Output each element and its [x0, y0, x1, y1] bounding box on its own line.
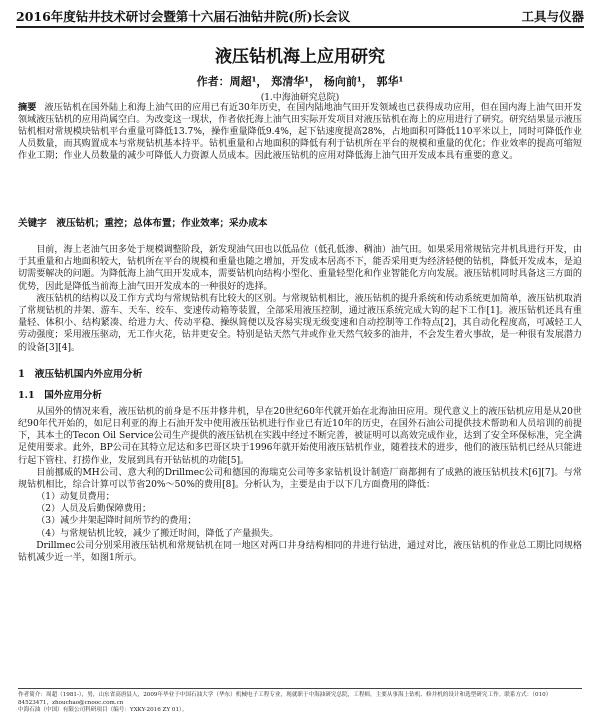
footnote	[18, 688, 582, 715]
footnote-author-bio: 作者简介：周超（1981-），男，山东省高唐县人，2009年毕业于中国石油大学（华东）机械电子工程专业，现就职于中海油研究总院，工程师，主要从事海上钻机、修井机的设计和选型研究工作。联系方式：（010）84523471，zhouchao@cnooc.com.cn	[18, 692, 552, 706]
abstract	[18, 102, 582, 162]
list-item: （4）与常规钻机比较，减少了搬迁时间，降低了产量损失。	[36, 528, 279, 539]
header-conference: 2016年度钻井技术研讨会暨第十六届石油钻井院(所)长会议	[16, 9, 351, 24]
running-header	[16, 6, 584, 28]
list-item: （2）人员及后勤保障费用；	[36, 504, 152, 515]
list-item: （1）动复员费用；	[36, 492, 115, 503]
header-section: 工具与仪器	[521, 9, 584, 24]
cost-list	[18, 491, 582, 540]
abstract-text: 液压钻机在国外陆上和海上油气田的应用已有近30年历史，在国内陆地油气田开发领域也已获得成功应用，但在国内海上油气田开发领域液压钻机的应用尚属空白。为改变这一现状，作者依托海上油气田实际开发项目对液压钻机在海上的应用进行了研究。研究结果显示液压钻机相对常规模块钻机平台重量可降低13.7%，操作重量降低9.4%，起下钻速度提高28%，占地面积可降低110平米以上，同时可降低作业人员数量，而其购置成本与常规钻机基本持平。钻机重量和占地面积的降低有利于钻机所在平台的规模和重量的优化；作业效率的提高可缩短作业工期；作业人员数量的减少可降低人力资源人员成本。因此液压钻机的应用对降低海上油气田开发成本具有重要的意义。	[18, 103, 582, 162]
affiliation: (1.中海油研究总院)	[260, 93, 340, 103]
authors: 作者：周超¹， 郑清华¹， 杨向前¹， 郭华¹	[196, 75, 404, 88]
abstract-label: 摘要	[18, 102, 37, 113]
keywords: 关键字 液压钻机；重控；总体布置；作业效率；采办成本	[18, 218, 268, 229]
footnote-funding: 中海石油（中国）有限公司科研项目（编号：YXKY-2016 ZY 01）。	[18, 707, 188, 714]
list-item: （3）减少井架起降时间所节约的费用；	[36, 516, 197, 527]
section-heading: 1 液压钻机国内外应用分析	[18, 369, 143, 380]
intro-paragraph: 液压钻机的结构以及工作方式均与常规钻机有比较大的区别。与常规钻机相比，液压钻机的提升系统和传动系统更加简单，液压钻机取消了常规钻机的井架、游车、天车、绞车、变速传动箱等装置，全部采用液压控制，通过液压系统完成大钩的起下工作[1]。液压钻机还具有重量轻、体积小、结构紧凑、给进力大、传动平稳、操纵简便以及容易实现无级变速和自动控制等工作特点[2]，其自动化程度高，可减轻工人劳动强度；采用液压驱动，无工作火花，钻井更安全。特别是钻天然气井或作业天然气较多的油井，不会发生着火事故，是一种很有发展潜力的设备[3][4]。	[18, 293, 582, 353]
body-paragraph: Drillmec公司分别采用液压钻机和常规钻机在同一地区对两口井身结构相同的井进行钻进，通过对比，液压钻机的作业总工期比同规格钻机减少近一半，如图1所示。	[18, 540, 582, 563]
intro-paragraph: 目前，海上老油气田多处于规模调整阶段，新发现油气田也以低品位（低孔低渗、稠油）油气田。如果采用常规钻完井机具进行开发，由于其重量和占地面积较大，钻机所在平台的规模和重量也随之增加，开发成本居高不下，能否采用更为经济轻便的钻机，降低开发成本，是迫切需要解决的问题。为降低海上油气田开发成本，需要钻机向结构小型化、重量轻型化和作业智能化方向发展。液压钻机同时具备这三方面的优势，因此是降低当前海上油气田开发成本的一种很好的选择。	[18, 245, 582, 292]
subsection-heading: 1.1 国外应用分析	[18, 390, 102, 401]
body-paragraph: 目前挪威的MH公司、意大利的Drillmec公司和德国的海瑞克公司等多家钻机设计制造厂商都拥有了成熟的液压钻机技术[6][7]。与常规钻机相比，综合计算可以节省20%～50%的费用[8]。分析认为，主要是由于以下几方面费用的降低：	[18, 467, 582, 490]
body-paragraph: 从国外的情况来看，液压钻机的前身是不压井修井机，早在20世纪60年代就开始在北海油田应用。现代意义上的液压钻机应用是从20世纪90年代开始的，如尼日利亚的海上石油开发中使用液压钻机进行作业已有近10年的历史，在国外石油公司提供技术帮助和人员培训的前提下，其本土的Tecon Oil Service公司生产提供的液压钻机在实践中经过不断完善，被证明可以高效完成作业，达到了安全环保标准，完全满足使用要求。此外，BP公司在其特立尼达和多巴哥区块于1996年就开始使用液压钻机作业，随着技术的进步，他们的液压钻机已经从只能进行起下管柱、打捞作业，发展到具有开钻钻机的功能[5]。	[18, 407, 582, 466]
section-body	[18, 406, 582, 564]
paper-title: 液压钻机海上应用研究	[215, 47, 385, 67]
introduction	[18, 244, 582, 354]
